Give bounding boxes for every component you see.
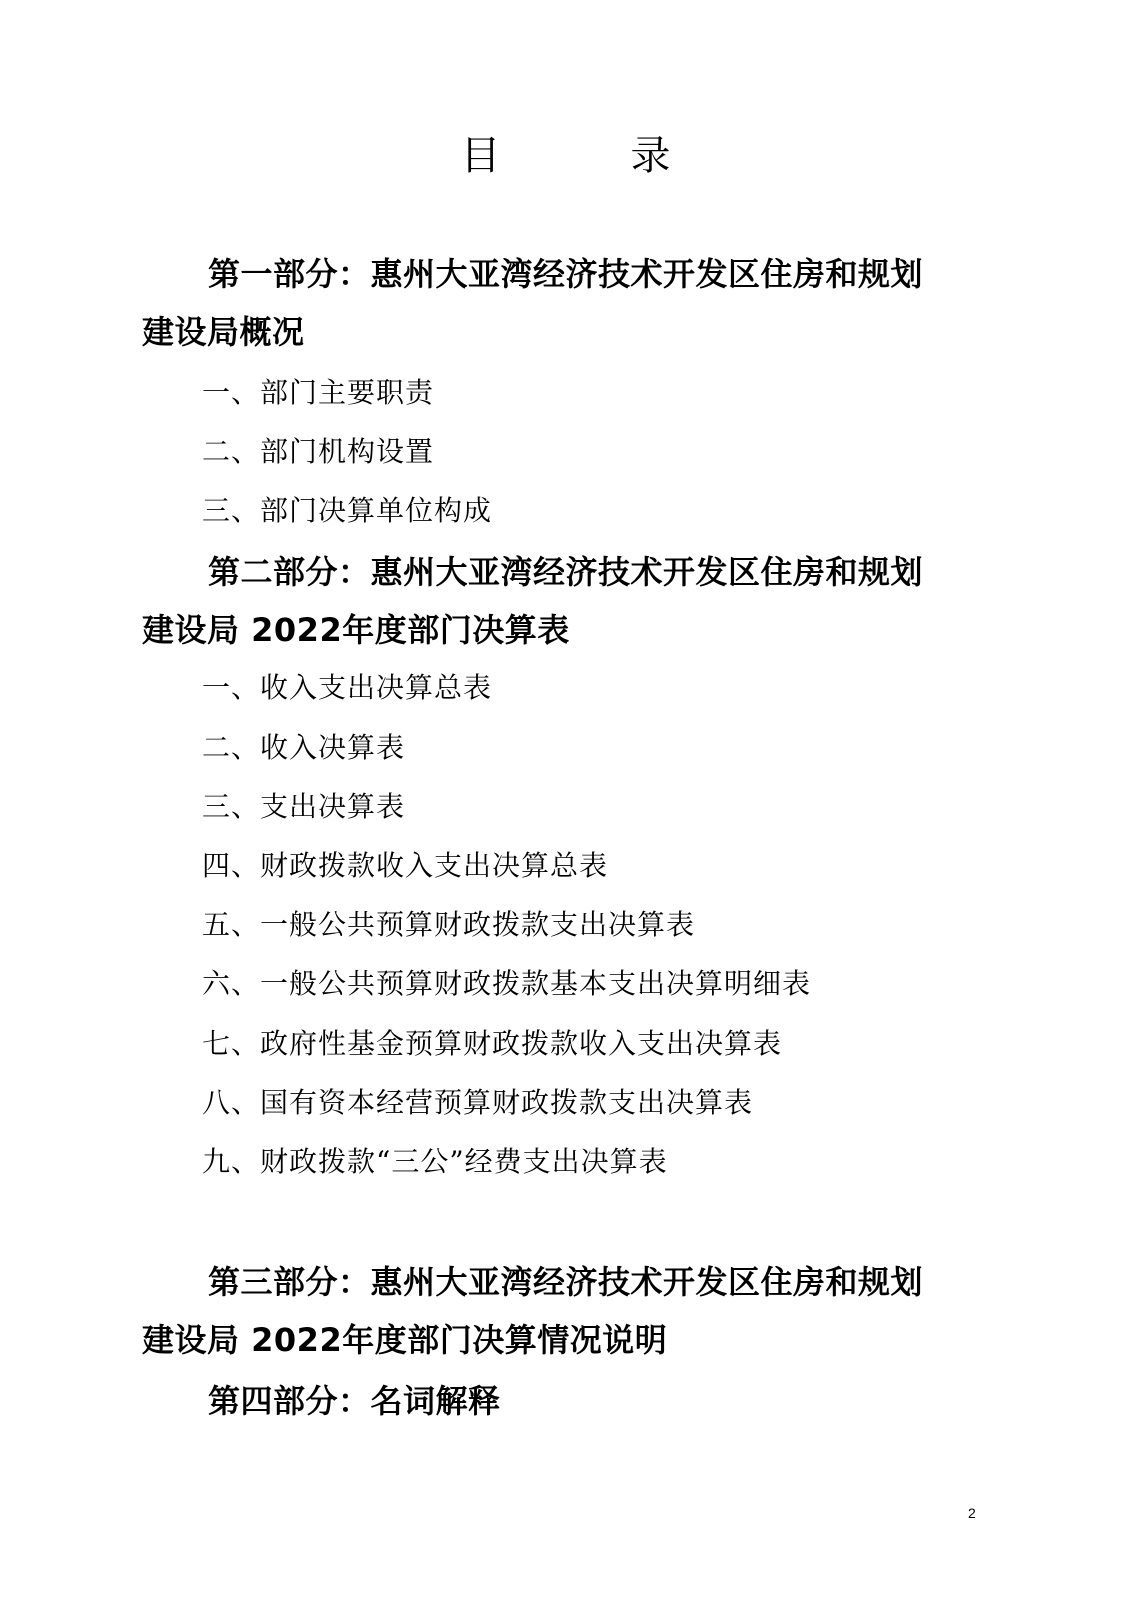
toc-item[interactable]: 二、收入决算表 — [202, 731, 406, 764]
toc-title-char1: 目 — [460, 133, 501, 179]
toc-item[interactable]: 六、一般公共预算财政拨款基本支出决算明细表 — [202, 967, 812, 1000]
toc-part-2[interactable] — [142, 552, 923, 650]
toc-part-3[interactable] — [142, 1262, 923, 1360]
toc-title — [0, 128, 1131, 184]
toc-part-4-line1: 第四部分：名词解释 — [208, 1382, 501, 1420]
toc-item[interactable]: 四、财政拨款收入支出决算总表 — [202, 849, 609, 882]
toc-item[interactable]: 一、部门主要职责 — [202, 376, 435, 409]
page-number: 2 — [968, 1505, 976, 1521]
toc-part-2-line1: 第二部分：惠州大亚湾经济技术开发区住房和规划 — [208, 553, 924, 591]
toc-item[interactable]: 七、政府性基金预算财政拨款收入支出决算表 — [202, 1027, 783, 1060]
toc-part-1-line1: 第一部分：惠州大亚湾经济技术开发区住房和规划 — [208, 255, 924, 293]
toc-item[interactable]: 八、国有资本经营预算财政拨款支出决算表 — [202, 1086, 754, 1119]
toc-part-3-line2: 建设局 2022年度部门决算情况说明 — [142, 1321, 668, 1359]
toc-item[interactable]: 二、部门机构设置 — [202, 435, 435, 468]
toc-title-char2: 录 — [630, 133, 671, 179]
toc-part-4[interactable] — [142, 1381, 501, 1421]
toc-item[interactable]: 三、支出决算表 — [202, 790, 406, 823]
toc-item[interactable]: 五、一般公共预算财政拨款支出决算表 — [202, 908, 696, 941]
toc-part-1-line2: 建设局概况 — [142, 313, 305, 351]
toc-item[interactable]: 九、财政拨款“三公”经费支出决算表 — [202, 1145, 668, 1178]
toc-item[interactable]: 三、部门决算单位构成 — [202, 494, 493, 527]
toc-part-1[interactable] — [142, 254, 923, 352]
toc-item[interactable]: 一、收入支出决算总表 — [202, 671, 493, 704]
toc-part-2-line2: 建设局 2022年度部门决算表 — [142, 611, 570, 649]
toc-part-3-line1: 第三部分：惠州大亚湾经济技术开发区住房和规划 — [208, 1263, 924, 1301]
